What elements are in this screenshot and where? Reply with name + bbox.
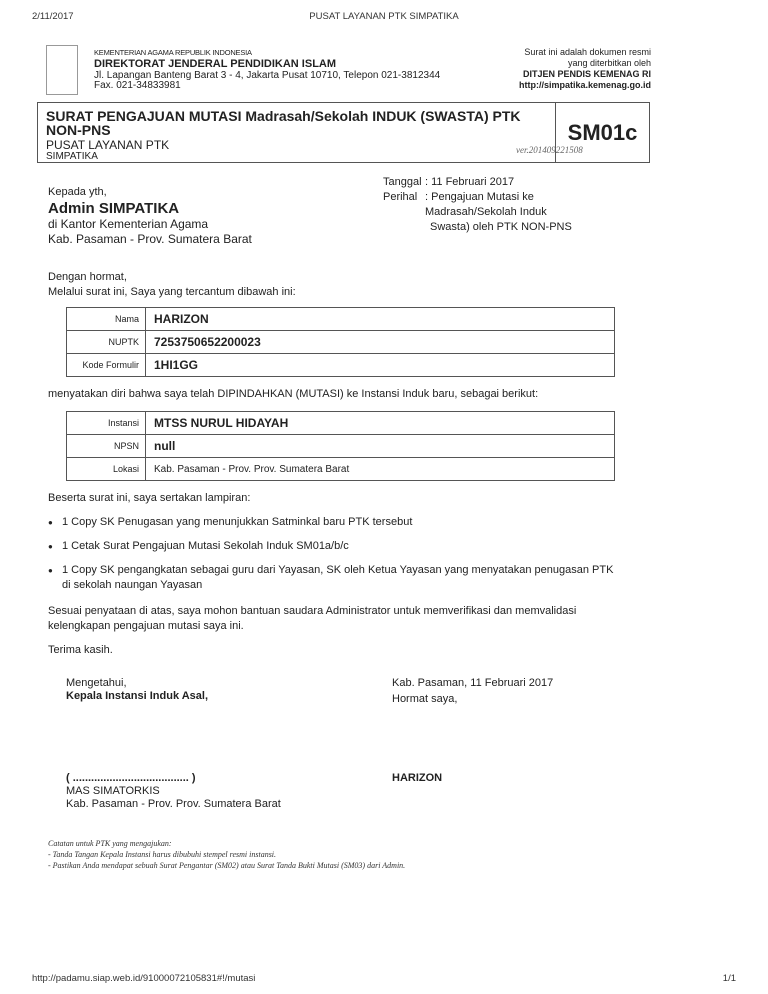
recipient-name: Admin SIMPATIKA [48, 200, 180, 217]
head-location: Kab. Pasaman - Prov. Prov. Sumatera Barat [66, 798, 281, 810]
institution-label: Instansi [67, 412, 146, 435]
list-item: ● 1 Copy SK Penugasan yang menunjukkan Satminkal baru PTK tersebut [48, 516, 668, 529]
regards: Hormat saya, [392, 693, 458, 705]
form-code: SM01c [555, 103, 649, 162]
table-row [67, 435, 615, 458]
note-line-2: yang diterbitkan oleh [567, 58, 651, 68]
head-title: Kepala Instansi Induk Asal, [66, 690, 209, 702]
table-row [67, 331, 615, 354]
attachment-intro: Beserta surat ini, saya sertakan lampiran: [48, 492, 251, 504]
date-label: Tanggal [383, 176, 422, 188]
page-count: 1/1 [722, 973, 736, 984]
list-item [48, 564, 668, 577]
table-row [67, 354, 615, 377]
closing-line-1: Sesuai penyataan di atas, saya mohon bantuan saudara Administrator untuk memverifikasi dan memvalidasi [48, 605, 577, 617]
ministry-name: KEMENTERIAN AGAMA REPUBLIK INDONESIA [94, 48, 252, 57]
person-table [66, 307, 615, 377]
date-value: : 11 Februari 2017 [425, 176, 515, 188]
note-2: - Pastikan Anda mendapat sebuah Surat Pengantar (SM02) atau Surat Tanda Bukti Mutasi (SM03) dari Admin. [48, 861, 406, 870]
letterhead [46, 45, 651, 98]
recipient-office: di Kantor Kementerian Agama [48, 217, 209, 231]
table-row [67, 412, 615, 435]
subject-line-2: Madrasah/Sekolah Induk [425, 206, 547, 218]
subject-line-3: Swasta) oleh PTK NON-PNS [430, 221, 572, 233]
closing-line-2: kelengkapan pengajuan mutasi saya ini. [48, 620, 244, 632]
place-date: Kab. Pasaman, 11 Februari 2017 [392, 677, 554, 689]
document-title: SURAT PENGAJUAN MUTASI Madrasah/Sekolah INDUK (SWASTA) PTK NON-PNS [46, 108, 521, 138]
mutation-statement: menyatakan diri bahwa saya telah DIPINDAHKAN (MUTASI) ke Instansi Induk baru, sebagai berikut: [48, 388, 539, 400]
table-row [67, 458, 615, 481]
logo-placeholder [46, 45, 78, 95]
head-name: MAS SIMATORKIS [66, 785, 160, 797]
subject-label: Perihal [383, 191, 418, 203]
location-value: Kab. Pasaman - Prov. Prov. Sumatera Barat [146, 458, 615, 481]
location-label: Lokasi [67, 458, 146, 481]
notes-header: Catatan untuk PTK yang mengajukan: [48, 839, 172, 848]
page-url: http://padamu.siap.web.id/91000072105831#!/mutasi [32, 973, 256, 984]
notes [48, 838, 405, 871]
list-item: ● 1 Cetak Surat Pengajuan Mutasi Sekolah Induk SM01a/b/c [48, 540, 668, 553]
recipient-salutation: Kepada yth, [48, 186, 107, 198]
list-item-line-1: 1 Copy SK pengangkatan sebagai guru dari Yayasan, SK oleh Ketua Yayasan yang menyatakan penugasan PTK [62, 564, 614, 576]
signature-right [392, 677, 553, 785]
closing-paragraph [48, 604, 668, 634]
thanks: Terima kasih. [48, 644, 113, 656]
form-code-value: 1HI1GG [146, 354, 615, 377]
table-row [67, 308, 615, 331]
version-stamp: ver.201409221508 [516, 145, 583, 155]
signature-blank: ( ...................................... ) [66, 772, 196, 784]
print-title: PUSAT LAYANAN PTK SIMPATIKA [309, 11, 459, 22]
institution-table [66, 411, 615, 481]
print-date: 2/11/2017 [32, 11, 74, 22]
form-code-label: Kode Formulir [67, 354, 146, 377]
service-name: PUSAT LAYANAN PTK [46, 138, 170, 152]
name-label: Nama [67, 308, 146, 331]
attachment-list [48, 516, 668, 577]
website: http://simpatika.kemenag.go.id [518, 80, 651, 90]
subject-line-1: : Pengajuan Mutasi ke [425, 191, 534, 203]
letter-meta [383, 175, 680, 235]
organization-block [94, 47, 440, 91]
recipient-location: Kab. Pasaman - Prov. Sumatera Barat [48, 232, 252, 246]
acknowledged-label: Mengetahui, [66, 677, 127, 689]
note-line-1: Surat ini adalah dokumen resmi [524, 47, 651, 57]
address: Jl. Lapangan Banteng Barat 3 - 4, Jakarta Pusat 10710, Telepon 021-3812344 [94, 70, 441, 81]
recipient-block [48, 186, 252, 247]
nuptk-value: 7253750652200023 [146, 331, 615, 354]
note-1: - Tanda Tangan Kepala Instansi harus dibubuhi stempel resmi instansi. [48, 850, 277, 859]
nuptk-label: NUPTK [67, 331, 146, 354]
institution-value: MTSS NURUL HIDAYAH [146, 412, 615, 435]
signer-name: HARIZON [392, 772, 443, 784]
system-name: SIMPATIKA [46, 151, 98, 162]
list-item-continuation: di sekolah naungan Yayasan [62, 579, 203, 591]
signature-left [66, 677, 281, 811]
npsn-value: null [146, 435, 615, 458]
greeting-paragraph [48, 270, 668, 300]
official-note [519, 47, 651, 91]
npsn-label: NPSN [67, 435, 146, 458]
document-title-box [37, 102, 650, 163]
fax: Fax. 021-34833981 [94, 80, 181, 91]
name-value: HARIZON [146, 308, 615, 331]
greeting: Dengan hormat, [48, 271, 127, 283]
directorate-name: DIREKTORAT JENDERAL PENDIDIKAN ISLAM [94, 58, 337, 70]
issuer: DITJEN PENDIS KEMENAG RI [522, 69, 651, 79]
intro: Melalui surat ini, Saya yang tercantum dibawah ini: [48, 286, 296, 298]
